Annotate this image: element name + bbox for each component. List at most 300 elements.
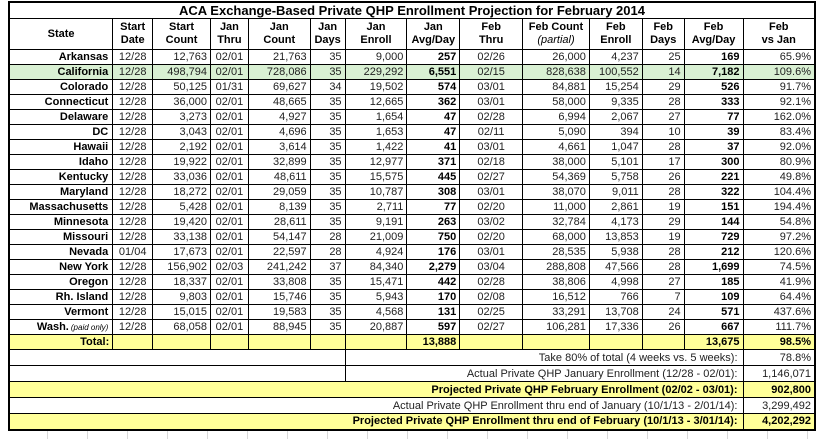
total-cell-feb-count[interactable] [523,335,590,350]
cell-idaho-jan-count[interactable]: 32,899 [248,155,310,170]
cell-oregon-feb-days[interactable]: 27 [642,275,684,290]
cell-nevada-jan-days[interactable]: 28 [310,245,345,260]
cell-colorado-start-count[interactable]: 50,125 [153,80,211,95]
cell-dc-jan-count[interactable]: 4,696 [248,125,310,140]
cell-hawaii-jan-days[interactable]: 35 [310,140,345,155]
total-cell-start-count[interactable] [153,335,211,350]
cell-dc-feb-days[interactable]: 10 [642,125,684,140]
cell-dc-feb-vs-jan[interactable]: 83.4% [743,125,815,140]
cell-wash-state[interactable] [9,320,113,335]
cell-oregon-start-count[interactable]: 18,337 [153,275,211,290]
cell-wash-jan-avg-day[interactable]: 597 [407,320,460,335]
column-header-feb-enroll[interactable] [589,19,642,50]
cell-dc-start-date[interactable]: 12/28 [113,125,153,140]
cell-nevada-jan-enroll[interactable]: 4,924 [345,245,407,260]
cell-rh-island-jan-enroll[interactable]: 5,943 [345,290,407,305]
column-header-jan-days[interactable] [310,19,345,50]
cell-maryland-jan-enroll[interactable]: 10,787 [345,185,407,200]
cell-delaware-feb-avg-day[interactable]: 77 [684,110,743,125]
cell-missouri-jan-thru[interactable]: 02/01 [210,230,248,245]
cell-california-jan-avg-day[interactable]: 6,551 [407,65,460,80]
cell-minnesota-feb-avg-day[interactable]: 144 [684,215,743,230]
cell-kentucky-feb-days[interactable]: 26 [642,170,684,185]
cell-wash-feb-enroll[interactable]: 17,336 [589,320,642,335]
cell-kentucky-jan-avg-day[interactable]: 445 [407,170,460,185]
cell-rh-island-feb-vs-jan[interactable]: 64.4% [743,290,815,305]
cell-hawaii-jan-avg-day[interactable]: 41 [407,140,460,155]
cell-connecticut-state[interactable] [9,95,113,110]
cell-nevada-feb-days[interactable]: 28 [642,245,684,260]
cell-arkansas-feb-enroll[interactable]: 4,237 [589,50,642,65]
cell-missouri-start-date[interactable]: 12/28 [113,230,153,245]
cell-nevada-start-count[interactable]: 17,673 [153,245,211,260]
cell-vermont-feb-count[interactable]: 33,291 [523,305,590,320]
total-cell-feb-days[interactable] [642,335,684,350]
cell-minnesota-jan-enroll[interactable]: 9,191 [345,215,407,230]
cell-dc-jan-thru[interactable]: 02/01 [210,125,248,140]
cell-kentucky-jan-days[interactable]: 35 [310,170,345,185]
cell-connecticut-feb-vs-jan[interactable]: 92.1% [743,95,815,110]
cell-minnesota-jan-avg-day[interactable]: 263 [407,215,460,230]
cell-missouri-jan-days[interactable]: 28 [310,230,345,245]
cell-rh-island-jan-thru[interactable]: 02/01 [210,290,248,305]
cell-maryland-feb-vs-jan[interactable]: 104.4% [743,185,815,200]
cell-vermont-jan-enroll[interactable]: 4,568 [345,305,407,320]
column-header-start-date[interactable] [113,19,153,50]
cell-rh-island-feb-count[interactable]: 16,512 [523,290,590,305]
cell-minnesota-jan-thru[interactable]: 02/01 [210,215,248,230]
cell-dc-feb-count[interactable]: 5,090 [523,125,590,140]
cell-hawaii-feb-count[interactable]: 4,661 [523,140,590,155]
cell-arkansas-start-count[interactable]: 12,763 [153,50,211,65]
summary-blank-cell[interactable] [9,350,345,366]
cell-california-feb-thru[interactable]: 02/15 [460,65,523,80]
cell-wash-jan-days[interactable]: 35 [310,320,345,335]
total-label-cell[interactable]: Total: [9,335,113,350]
cell-hawaii-state[interactable] [9,140,113,155]
cell-hawaii-feb-vs-jan[interactable]: 92.0% [743,140,815,155]
cell-california-start-count[interactable]: 498,794 [153,65,211,80]
cell-wash-jan-thru[interactable]: 02/01 [210,320,248,335]
cell-delaware-start-count[interactable]: 3,273 [153,110,211,125]
cell-nevada-feb-count[interactable]: 28,535 [523,245,590,260]
cell-idaho-feb-enroll[interactable]: 5,101 [589,155,642,170]
cell-rh-island-jan-count[interactable]: 15,746 [248,290,310,305]
cell-massachusetts-state[interactable] [9,200,113,215]
cell-connecticut-start-date[interactable]: 12/28 [113,95,153,110]
cell-nevada-start-date[interactable]: 01/04 [113,245,153,260]
cell-missouri-jan-enroll[interactable]: 21,009 [345,230,407,245]
cell-maryland-feb-days[interactable]: 28 [642,185,684,200]
total-cell-feb-avg-day[interactable]: 13,675 [684,335,743,350]
cell-idaho-start-count[interactable]: 19,922 [153,155,211,170]
cell-new-york-state[interactable] [9,260,113,275]
cell-hawaii-jan-thru[interactable]: 02/01 [210,140,248,155]
column-header-start-count[interactable] [153,19,211,50]
cell-connecticut-jan-avg-day[interactable]: 362 [407,95,460,110]
cell-minnesota-jan-count[interactable]: 28,611 [248,215,310,230]
cell-connecticut-feb-avg-day[interactable]: 333 [684,95,743,110]
cell-hawaii-start-date[interactable]: 12/28 [113,140,153,155]
cell-missouri-feb-enroll[interactable]: 13,853 [589,230,642,245]
cell-missouri-jan-count[interactable]: 54,147 [248,230,310,245]
cell-colorado-jan-count[interactable]: 69,627 [248,80,310,95]
summary-label[interactable]: Actual Private QHP January Enrollment (12/28 - 02/01): [345,366,743,382]
cell-missouri-feb-thru[interactable]: 02/20 [460,230,523,245]
cell-new-york-feb-days[interactable]: 28 [642,260,684,275]
cell-kentucky-state[interactable] [9,170,113,185]
column-header-jan-enroll[interactable] [345,19,407,50]
cell-california-jan-count[interactable]: 728,086 [248,65,310,80]
cell-new-york-jan-count[interactable]: 241,242 [248,260,310,275]
cell-oregon-feb-vs-jan[interactable]: 41.9% [743,275,815,290]
cell-idaho-feb-count[interactable]: 38,000 [523,155,590,170]
cell-oregon-jan-days[interactable]: 35 [310,275,345,290]
cell-oregon-feb-count[interactable]: 38,806 [523,275,590,290]
cell-minnesota-jan-days[interactable]: 35 [310,215,345,230]
cell-hawaii-feb-enroll[interactable]: 1,047 [589,140,642,155]
cell-wash-feb-count[interactable]: 106,281 [523,320,590,335]
summary-label[interactable]: Projected Private QHP February Enrollment (02/02 - 03/01): [9,382,743,398]
cell-massachusetts-feb-days[interactable]: 19 [642,200,684,215]
total-cell-feb-enroll[interactable] [589,335,642,350]
cell-connecticut-feb-thru[interactable]: 03/01 [460,95,523,110]
cell-oregon-feb-avg-day[interactable]: 185 [684,275,743,290]
summary-value[interactable]: 3,299,492 [743,398,815,414]
cell-delaware-feb-vs-jan[interactable]: 162.0% [743,110,815,125]
cell-idaho-jan-avg-day[interactable]: 371 [407,155,460,170]
cell-kentucky-start-date[interactable]: 12/28 [113,170,153,185]
cell-delaware-start-date[interactable]: 12/28 [113,110,153,125]
cell-maryland-state[interactable] [9,185,113,200]
cell-massachusetts-jan-thru[interactable]: 02/01 [210,200,248,215]
cell-arkansas-feb-vs-jan[interactable]: 65.9% [743,50,815,65]
cell-kentucky-jan-enroll[interactable]: 15,575 [345,170,407,185]
cell-dc-feb-enroll[interactable]: 394 [589,125,642,140]
cell-wash-start-count[interactable]: 68,058 [153,320,211,335]
cell-nevada-jan-count[interactable]: 22,597 [248,245,310,260]
cell-minnesota-feb-thru[interactable]: 03/02 [460,215,523,230]
cell-new-york-start-count[interactable]: 156,902 [153,260,211,275]
cell-hawaii-feb-avg-day[interactable]: 37 [684,140,743,155]
cell-oregon-jan-avg-day[interactable]: 442 [407,275,460,290]
cell-maryland-feb-thru[interactable]: 03/01 [460,185,523,200]
cell-maryland-jan-avg-day[interactable]: 308 [407,185,460,200]
cell-massachusetts-start-date[interactable]: 12/28 [113,200,153,215]
cell-california-feb-avg-day[interactable]: 7,182 [684,65,743,80]
cell-new-york-feb-enroll[interactable]: 47,566 [589,260,642,275]
summary-value[interactable]: 1,146,071 [743,366,815,382]
cell-kentucky-feb-enroll[interactable]: 5,758 [589,170,642,185]
cell-arkansas-jan-thru[interactable]: 02/01 [210,50,248,65]
cell-delaware-feb-thru[interactable]: 02/28 [460,110,523,125]
cell-delaware-jan-days[interactable]: 35 [310,110,345,125]
cell-rh-island-jan-avg-day[interactable]: 170 [407,290,460,305]
cell-wash-start-date[interactable]: 12/28 [113,320,153,335]
cell-dc-feb-thru[interactable]: 02/11 [460,125,523,140]
cell-minnesota-feb-vs-jan[interactable]: 54.8% [743,215,815,230]
cell-new-york-feb-count[interactable]: 288,808 [523,260,590,275]
cell-missouri-state[interactable] [9,230,113,245]
cell-california-start-date[interactable]: 12/28 [113,65,153,80]
cell-nevada-feb-avg-day[interactable]: 212 [684,245,743,260]
cell-colorado-jan-avg-day[interactable]: 574 [407,80,460,95]
cell-massachusetts-feb-thru[interactable]: 02/20 [460,200,523,215]
cell-california-jan-days[interactable]: 35 [310,65,345,80]
cell-vermont-feb-enroll[interactable]: 13,708 [589,305,642,320]
total-cell-jan-count[interactable] [248,335,310,350]
cell-wash-jan-enroll[interactable]: 20,887 [345,320,407,335]
cell-kentucky-feb-avg-day[interactable]: 221 [684,170,743,185]
cell-missouri-feb-vs-jan[interactable]: 97.2% [743,230,815,245]
cell-california-feb-enroll[interactable]: 100,552 [589,65,642,80]
cell-oregon-jan-count[interactable]: 33,808 [248,275,310,290]
cell-vermont-feb-thru[interactable]: 02/25 [460,305,523,320]
cell-idaho-start-date[interactable]: 12/28 [113,155,153,170]
cell-massachusetts-jan-count[interactable]: 8,139 [248,200,310,215]
cell-wash-feb-avg-day[interactable]: 667 [684,320,743,335]
summary-label[interactable]: Take 80% of total (4 weeks vs. 5 weeks): [345,350,743,366]
column-header-feb-days[interactable] [642,19,684,50]
table-title[interactable]: ACA Exchange-Based Private QHP Enrollment Projection for February 2014 [9,2,815,19]
cell-maryland-jan-count[interactable]: 29,059 [248,185,310,200]
cell-arkansas-jan-enroll[interactable]: 9,000 [345,50,407,65]
cell-idaho-feb-vs-jan[interactable]: 80.9% [743,155,815,170]
cell-wash-feb-days[interactable]: 26 [642,320,684,335]
cell-colorado-start-date[interactable]: 12/28 [113,80,153,95]
cell-hawaii-feb-days[interactable]: 28 [642,140,684,155]
cell-vermont-start-date[interactable]: 12/28 [113,305,153,320]
cell-california-feb-vs-jan[interactable]: 109.6% [743,65,815,80]
cell-rh-island-feb-thru[interactable]: 02/08 [460,290,523,305]
cell-massachusetts-start-count[interactable]: 5,428 [153,200,211,215]
column-header-feb-vs-jan[interactable] [743,19,815,50]
cell-rh-island-start-count[interactable]: 9,803 [153,290,211,305]
total-cell-feb-thru[interactable] [460,335,523,350]
cell-connecticut-feb-days[interactable]: 28 [642,95,684,110]
total-cell-jan-thru[interactable] [210,335,248,350]
cell-kentucky-feb-count[interactable]: 54,369 [523,170,590,185]
cell-missouri-feb-count[interactable]: 68,000 [523,230,590,245]
total-cell-start-date[interactable] [113,335,153,350]
total-cell-jan-enroll[interactable] [345,335,407,350]
cell-oregon-feb-thru[interactable]: 02/28 [460,275,523,290]
cell-maryland-start-count[interactable]: 18,272 [153,185,211,200]
cell-delaware-jan-count[interactable]: 4,927 [248,110,310,125]
cell-colorado-jan-days[interactable]: 34 [310,80,345,95]
cell-arkansas-feb-thru[interactable]: 02/26 [460,50,523,65]
cell-arkansas-jan-days[interactable]: 35 [310,50,345,65]
summary-label[interactable]: Actual Private QHP Enrollment thru end of January (10/1/13 - 2/01/14): [9,398,743,414]
cell-oregon-start-date[interactable]: 12/28 [113,275,153,290]
cell-dc-state[interactable] [9,125,113,140]
cell-delaware-feb-count[interactable]: 6,994 [523,110,590,125]
column-header-feb-count[interactable] [523,19,590,50]
cell-idaho-jan-thru[interactable]: 02/01 [210,155,248,170]
cell-nevada-jan-thru[interactable]: 02/01 [210,245,248,260]
cell-delaware-feb-enroll[interactable]: 2,067 [589,110,642,125]
cell-vermont-jan-days[interactable]: 35 [310,305,345,320]
cell-delaware-state[interactable] [9,110,113,125]
cell-wash-feb-vs-jan[interactable]: 111.7% [743,320,815,335]
cell-minnesota-start-date[interactable]: 12/28 [113,215,153,230]
cell-massachusetts-feb-vs-jan[interactable]: 194.4% [743,200,815,215]
column-header-jan-count[interactable] [248,19,310,50]
cell-colorado-feb-enroll[interactable]: 15,254 [589,80,642,95]
cell-california-state[interactable] [9,65,113,80]
cell-colorado-feb-days[interactable]: 29 [642,80,684,95]
cell-new-york-jan-days[interactable]: 37 [310,260,345,275]
cell-nevada-feb-thru[interactable]: 03/01 [460,245,523,260]
cell-maryland-start-date[interactable]: 12/28 [113,185,153,200]
cell-idaho-feb-days[interactable]: 17 [642,155,684,170]
cell-vermont-feb-days[interactable]: 24 [642,305,684,320]
cell-minnesota-feb-enroll[interactable]: 4,173 [589,215,642,230]
cell-kentucky-jan-thru[interactable]: 02/01 [210,170,248,185]
cell-vermont-start-count[interactable]: 15,015 [153,305,211,320]
summary-value[interactable]: 78.8% [743,350,815,366]
cell-missouri-jan-avg-day[interactable]: 750 [407,230,460,245]
column-header-jan-avg-day[interactable] [407,19,460,50]
cell-connecticut-jan-enroll[interactable]: 12,665 [345,95,407,110]
cell-maryland-feb-count[interactable]: 38,070 [523,185,590,200]
cell-arkansas-feb-count[interactable]: 26,000 [523,50,590,65]
cell-missouri-start-count[interactable]: 33,138 [153,230,211,245]
cell-rh-island-feb-enroll[interactable]: 766 [589,290,642,305]
cell-arkansas-feb-days[interactable]: 25 [642,50,684,65]
cell-oregon-jan-enroll[interactable]: 15,471 [345,275,407,290]
column-header-feb-avg-day[interactable] [684,19,743,50]
cell-california-jan-enroll[interactable]: 229,292 [345,65,407,80]
column-header-jan-thru[interactable] [210,19,248,50]
cell-dc-jan-enroll[interactable]: 1,653 [345,125,407,140]
cell-oregon-jan-thru[interactable]: 02/01 [210,275,248,290]
cell-idaho-jan-days[interactable]: 35 [310,155,345,170]
cell-hawaii-jan-enroll[interactable]: 1,422 [345,140,407,155]
cell-connecticut-feb-count[interactable]: 58,000 [523,95,590,110]
cell-vermont-state[interactable] [9,305,113,320]
cell-dc-jan-days[interactable]: 35 [310,125,345,140]
cell-maryland-jan-thru[interactable]: 02/01 [210,185,248,200]
cell-colorado-jan-thru[interactable]: 01/31 [210,80,248,95]
cell-kentucky-feb-thru[interactable]: 02/27 [460,170,523,185]
cell-vermont-feb-avg-day[interactable]: 571 [684,305,743,320]
cell-arkansas-jan-count[interactable]: 21,763 [248,50,310,65]
cell-rh-island-start-date[interactable]: 12/28 [113,290,153,305]
cell-arkansas-jan-avg-day[interactable]: 257 [407,50,460,65]
cell-nevada-feb-vs-jan[interactable]: 120.6% [743,245,815,260]
cell-massachusetts-feb-count[interactable]: 11,000 [523,200,590,215]
cell-rh-island-state[interactable] [9,290,113,305]
cell-maryland-feb-avg-day[interactable]: 322 [684,185,743,200]
cell-dc-feb-avg-day[interactable]: 39 [684,125,743,140]
cell-massachusetts-feb-enroll[interactable]: 2,861 [589,200,642,215]
cell-hawaii-start-count[interactable]: 2,192 [153,140,211,155]
cell-colorado-feb-avg-day[interactable]: 526 [684,80,743,95]
cell-rh-island-feb-days[interactable]: 7 [642,290,684,305]
cell-vermont-jan-avg-day[interactable]: 131 [407,305,460,320]
cell-missouri-feb-days[interactable]: 19 [642,230,684,245]
cell-connecticut-jan-thru[interactable]: 02/01 [210,95,248,110]
cell-delaware-jan-avg-day[interactable]: 47 [407,110,460,125]
cell-maryland-jan-days[interactable]: 35 [310,185,345,200]
cell-arkansas-feb-avg-day[interactable]: 169 [684,50,743,65]
cell-delaware-jan-enroll[interactable]: 1,654 [345,110,407,125]
cell-new-york-jan-enroll[interactable]: 84,340 [345,260,407,275]
cell-colorado-feb-thru[interactable]: 03/01 [460,80,523,95]
cell-wash-feb-thru[interactable]: 02/27 [460,320,523,335]
cell-colorado-jan-enroll[interactable]: 19,502 [345,80,407,95]
cell-new-york-jan-avg-day[interactable]: 2,279 [407,260,460,275]
cell-california-jan-thru[interactable]: 02/01 [210,65,248,80]
cell-kentucky-feb-vs-jan[interactable]: 49.8% [743,170,815,185]
total-cell-feb-vs-jan[interactable]: 98.5% [743,335,815,350]
cell-california-feb-count[interactable]: 828,638 [523,65,590,80]
cell-dc-start-count[interactable]: 3,043 [153,125,211,140]
cell-nevada-state[interactable] [9,245,113,260]
cell-connecticut-jan-count[interactable]: 48,665 [248,95,310,110]
cell-idaho-feb-thru[interactable]: 02/18 [460,155,523,170]
cell-new-york-feb-vs-jan[interactable]: 74.5% [743,260,815,275]
cell-wash-jan-count[interactable]: 88,945 [248,320,310,335]
summary-value[interactable]: 4,202,292 [743,414,815,430]
cell-new-york-start-date[interactable]: 12/28 [113,260,153,275]
cell-rh-island-feb-avg-day[interactable]: 109 [684,290,743,305]
cell-vermont-jan-thru[interactable]: 02/01 [210,305,248,320]
cell-minnesota-feb-count[interactable]: 32,784 [523,215,590,230]
cell-nevada-feb-enroll[interactable]: 5,938 [589,245,642,260]
cell-massachusetts-jan-avg-day[interactable]: 77 [407,200,460,215]
cell-arkansas-start-date[interactable]: 12/28 [113,50,153,65]
cell-hawaii-jan-count[interactable]: 3,614 [248,140,310,155]
total-cell-jan-days[interactable] [310,335,345,350]
cell-hawaii-feb-thru[interactable]: 03/01 [460,140,523,155]
cell-connecticut-feb-enroll[interactable]: 9,335 [589,95,642,110]
cell-maryland-feb-enroll[interactable]: 9,011 [589,185,642,200]
cell-idaho-jan-enroll[interactable]: 12,977 [345,155,407,170]
cell-connecticut-start-count[interactable]: 36,000 [153,95,211,110]
summary-label[interactable]: Projected Private QHP Enrollment thru end of February (10/1/13 - 3/01/14): [9,414,743,430]
cell-dc-jan-avg-day[interactable]: 47 [407,125,460,140]
cell-delaware-feb-days[interactable]: 27 [642,110,684,125]
cell-idaho-feb-avg-day[interactable]: 300 [684,155,743,170]
cell-kentucky-start-count[interactable]: 33,036 [153,170,211,185]
cell-nevada-jan-avg-day[interactable]: 176 [407,245,460,260]
cell-vermont-jan-count[interactable]: 19,583 [248,305,310,320]
cell-arkansas-state[interactable] [9,50,113,65]
cell-kentucky-jan-count[interactable]: 48,611 [248,170,310,185]
cell-california-feb-days[interactable]: 14 [642,65,684,80]
column-header-feb-thru[interactable] [460,19,523,50]
total-cell-jan-avg-day[interactable]: 13,888 [407,335,460,350]
cell-massachusetts-jan-days[interactable]: 35 [310,200,345,215]
cell-minnesota-state[interactable] [9,215,113,230]
cell-rh-island-jan-days[interactable]: 35 [310,290,345,305]
cell-new-york-feb-thru[interactable]: 03/04 [460,260,523,275]
cell-minnesota-start-count[interactable]: 19,420 [153,215,211,230]
cell-delaware-jan-thru[interactable]: 02/01 [210,110,248,125]
cell-oregon-feb-enroll[interactable]: 4,998 [589,275,642,290]
summary-value[interactable]: 902,800 [743,382,815,398]
cell-oregon-state[interactable] [9,275,113,290]
cell-vermont-feb-vs-jan[interactable]: 437.6% [743,305,815,320]
cell-new-york-feb-avg-day[interactable]: 1,699 [684,260,743,275]
cell-missouri-feb-avg-day[interactable]: 729 [684,230,743,245]
cell-minnesota-feb-days[interactable]: 29 [642,215,684,230]
cell-colorado-feb-count[interactable]: 84,881 [523,80,590,95]
cell-new-york-jan-thru[interactable]: 02/03 [210,260,248,275]
column-header-state[interactable] [9,19,113,50]
